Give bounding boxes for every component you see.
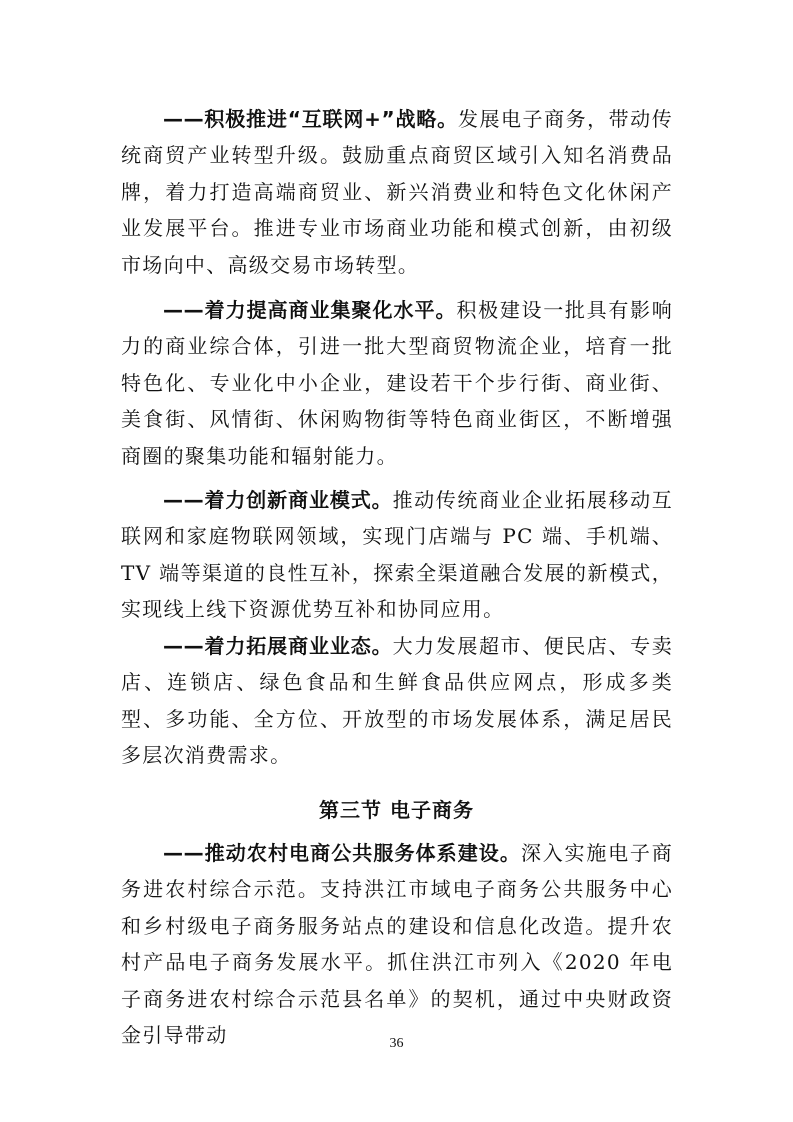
paragraph-body: 积极建设一批具有影响力的商业综合体，引进一批大型商贸物流企业，培育一批特色化、专业化中小企业，建设若干个步行街、商业街、美食街、风情街、休闲购物街等特色商业街区，不断增强商圈的聚集功能和辐射能力。: [121, 298, 673, 468]
paragraph-body: 深入实施电子商务进农村综合示范。支持洪江市域电子商务公共服务中心和乡村级电子商务服务站点的建设和信息化改造。提升农村产品电子商务发展水平。抓住洪江市列入《2020 年电子商务进农村综合示范县名单》的契机，通过中央财政资金引导带动: [121, 841, 673, 1048]
paragraph-body: 发展电子商务，带动传统商贸产业转型升级。鼓励重点商贸区域引入知名消费品牌，着力打造高端商贸业、新兴消费业和特色文化休闲产业发展平台。推进专业市场商业功能和模式创新，由初级市场向中、高级交易市场转型。: [121, 107, 674, 277]
paragraph-lead: ——积极推进“互联网+”战略。: [163, 107, 458, 131]
paragraph-lead: ——推动农村电商公共服务体系建设。: [163, 841, 521, 865]
paragraph-body: 推动传统商业企业拓展移动互联网和家庭物联网领域，实现门店端与 PC 端、手机端、TV 端等渠道的良性互补，探索全渠道融合发展的新模式，实现线上线下资源优势互补和协同应用。: [121, 488, 673, 622]
paragraph-lead: ——着力创新商业模式。: [163, 488, 393, 512]
paragraph-lead: ——着力提高商业集聚化水平。: [163, 298, 457, 322]
paragraph-lead: ——着力拓展商业业态。: [163, 634, 393, 658]
paragraph-business-model: [121, 482, 673, 628]
section-heading: 第三节 电子商务: [319, 798, 474, 822]
paragraph-commercial-agglomeration: [121, 292, 673, 474]
paragraph-body: 大力发展超市、便民店、专卖店、连锁店、绿色食品和生鲜食品供应网点，形成多类型、多功能、全方位、开放型的市场发展体系，满足居民多层次消费需求。: [121, 634, 673, 768]
paragraph-internet-plus: [121, 101, 673, 283]
page-number: 36: [389, 1036, 404, 1051]
paragraph-business-formats: [121, 628, 673, 774]
paragraph-rural-ecommerce: [121, 835, 673, 1053]
